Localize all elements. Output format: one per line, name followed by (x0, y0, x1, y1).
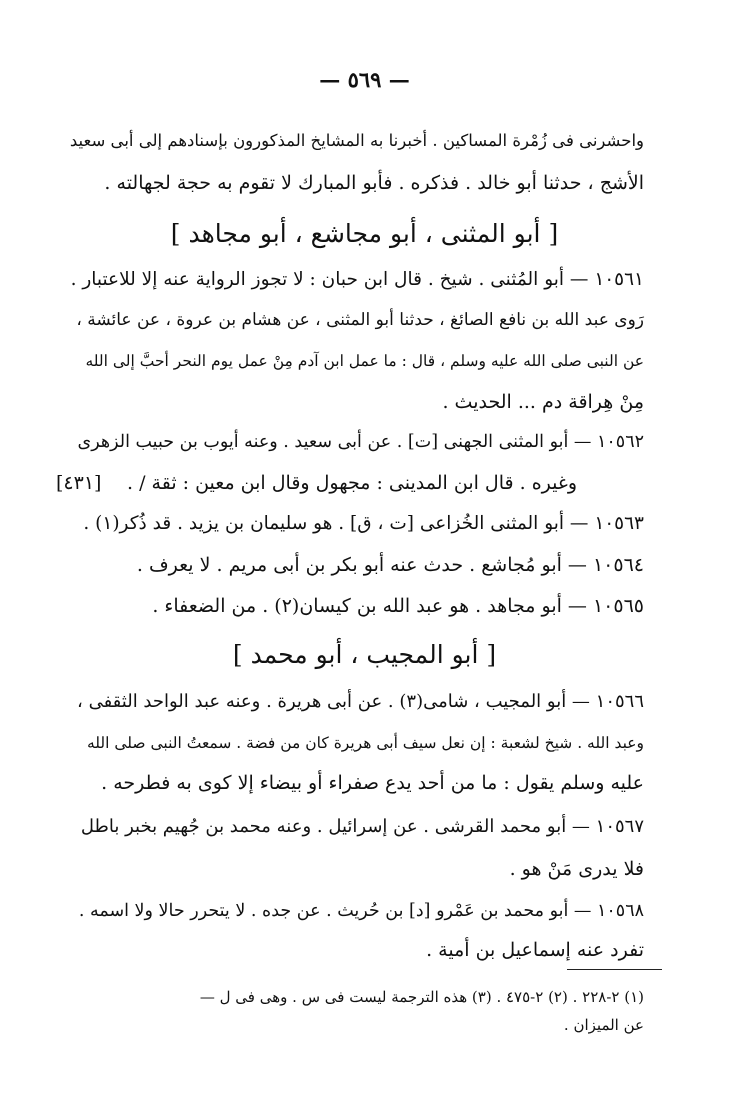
footnote-line: عن الميزان . (563, 1016, 644, 1034)
entry-10566: ١٠٥٦٦ — أبو المجيب ، شامى(٣) . عن أبى هريرة . وعنه عبد الواحد الثقفى ، (77, 691, 644, 712)
section-heading: [ أبو المجيب ، أبو محمد ] (232, 640, 497, 669)
page-number: — ٥٦٩ — (319, 67, 410, 92)
text-line: واحشرنى فى زُمْرة المساكين . أخبرنا به المشايخ المذكورون بإسنادهم إلى أبى سعيد (69, 131, 644, 150)
entry-10565: ١٠٥٦٥ — أبو مجاهد . هو عبد الله بن كيسان(٢) . من الضعفاء . (152, 595, 644, 617)
text-line: رَوى عبد الله بن نافع الصائغ ، حدثنا أبو المثنى ، عن هشام بن عروة ، عن عائشة ، (76, 310, 644, 330)
text-line: عليه وسلم يقول : ما من أحد يدع صفراء أو بيضاء إلا كوى به فطرحه . (101, 772, 644, 794)
section-heading: [ أبو المثنى ، أبو مجاشع ، أبو مجاهد ] (170, 219, 559, 248)
margin-page-reference: [٤٣١] (56, 472, 102, 494)
text-line: مِنْ هِراقة دم ... الحديث . (442, 391, 644, 413)
text-line: تفرد عنه إسماعيل بن أمية . (426, 939, 644, 961)
text-line: الأشج ، حدثنا أبو خالد . فذكره . فأبو المبارك لا تقوم به حجة لجهالته . (104, 172, 644, 194)
entry-10561: ١٠٥٦١ — أبو المُثنى . شيخ . قال ابن حبان : لا تجوز الرواية عنه إلا للاعتبار . (70, 269, 644, 290)
footnote-line: (١) ٢-٢٢٨ . (٢) ٢-٤٧٥ . (٣) هذه الترجمة ليست فى س . وهى فى ل — (199, 988, 644, 1006)
text-line: عن النبى صلى الله عليه وسلم ، قال : ما عمل ابن آدم مِنْ عمل يوم النحر أحبَّ إلى الله (85, 352, 644, 370)
entry-10567: ١٠٥٦٧ — أبو محمد القرشى . عن إسرائيل . وعنه محمد بن جُهيم بخبر باطل (80, 816, 644, 837)
entry-10564: ١٠٥٦٤ — أبو مُجاشع . حدث عنه أبو بكر بن أبى مريم . لا يعرف . (136, 554, 644, 576)
entry-10563: ١٠٥٦٣ — أبو المثنى الخُزاعى [ت ، ق] . هو سليمان بن يزيد . قد ذُكر(١) . (83, 513, 644, 534)
text-line: وغيره . قال ابن المدينى : مجهول وقال ابن معين : ثقة / . (127, 472, 577, 494)
text-line: فلا يدرى مَنْ هو . (509, 858, 644, 880)
text-line: وعبد الله . شيخ لشعبة : إن نعل سيف أبى هريرة كان من فضة . سمعتُ النبى صلى الله (86, 734, 644, 752)
footnote-divider (567, 969, 662, 970)
entry-10562: ١٠٥٦٢ — أبو المثنى الجهنى [ت] . عن أبى سعيد . وعنه أيوب بن حبيب الزهرى (77, 432, 644, 452)
entry-10568: ١٠٥٦٨ — أبو محمد بن عَمْرو [د] بن حُريث . عن جده . لا يتحرر حالا ولا اسمه . (78, 901, 644, 921)
